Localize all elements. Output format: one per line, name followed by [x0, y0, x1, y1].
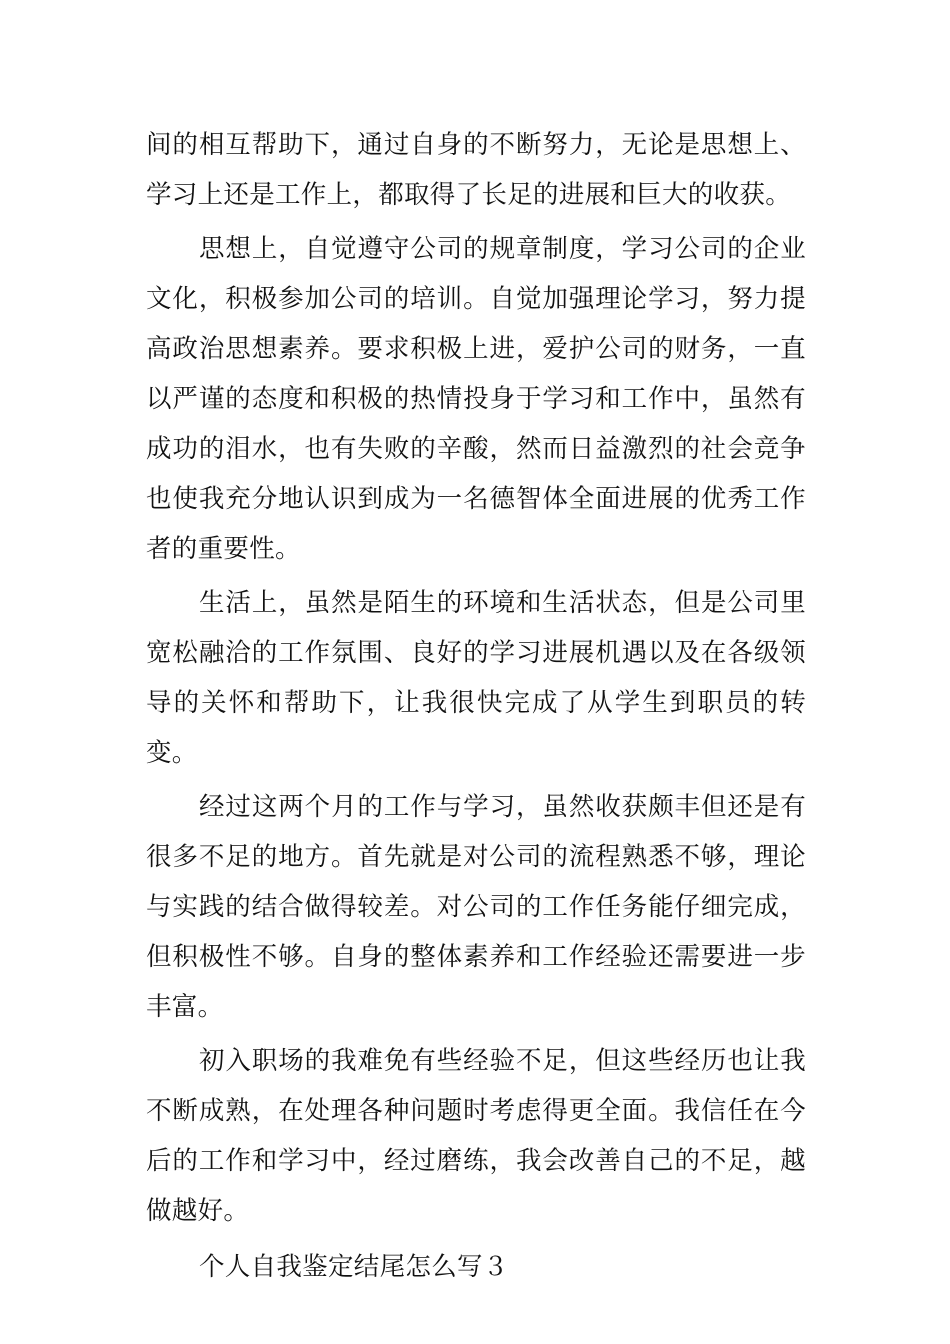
- document-body: [146, 120, 806, 1292]
- paragraph-continuation: 间的相互帮助下，通过自身的不断努力，无论是思想上、学习上还是工作上，都取得了长足的进展和巨大的收获。: [146, 130, 806, 210]
- paragraph-life: 生活上，虽然是陌生的环境和生活状态，但是公司里宽松融洽的工作氛围、良好的学习进展机遇以及在各级领导的关怀和帮助下，让我很快完成了从学生到职员的转变。: [146, 588, 806, 768]
- paragraph-thought: 思想上，自觉遵守公司的规章制度，学习公司的企业文化，积极参加公司的培训。自觉加强理论学习，努力提高政治思想素养。要求积极上进，爱护公司的财务，一直以严谨的态度和积极的热情投身于学习和工作中，虽然有成功的泪水，也有失败的辛酸，然而日益激烈的社会竞争也使我充分地认识到成为一名德智体全面进展的优秀工作者的重要性。: [146, 234, 806, 564]
- paragraph-growth: 初入职场的我难免有些经验不足，但这些经历也让我不断成熟，在处理各种问题时考虑得更全面。我信任在今后的工作和学习中，经过磨练，我会改善自己的不足，越做越好。: [146, 1046, 806, 1226]
- paragraph-shortcomings: 经过这两个月的工作与学习，虽然收获颇丰但还是有很多不足的地方。首先就是对公司的流程熟悉不够，理论与实践的结合做得较差。对公司的工作任务能仔细完成，但积极性不够。自身的整体素养和工作经验还需要进一步丰富。: [146, 792, 806, 1022]
- section-heading: 个人自我鉴定结尾怎么写３: [199, 1252, 509, 1282]
